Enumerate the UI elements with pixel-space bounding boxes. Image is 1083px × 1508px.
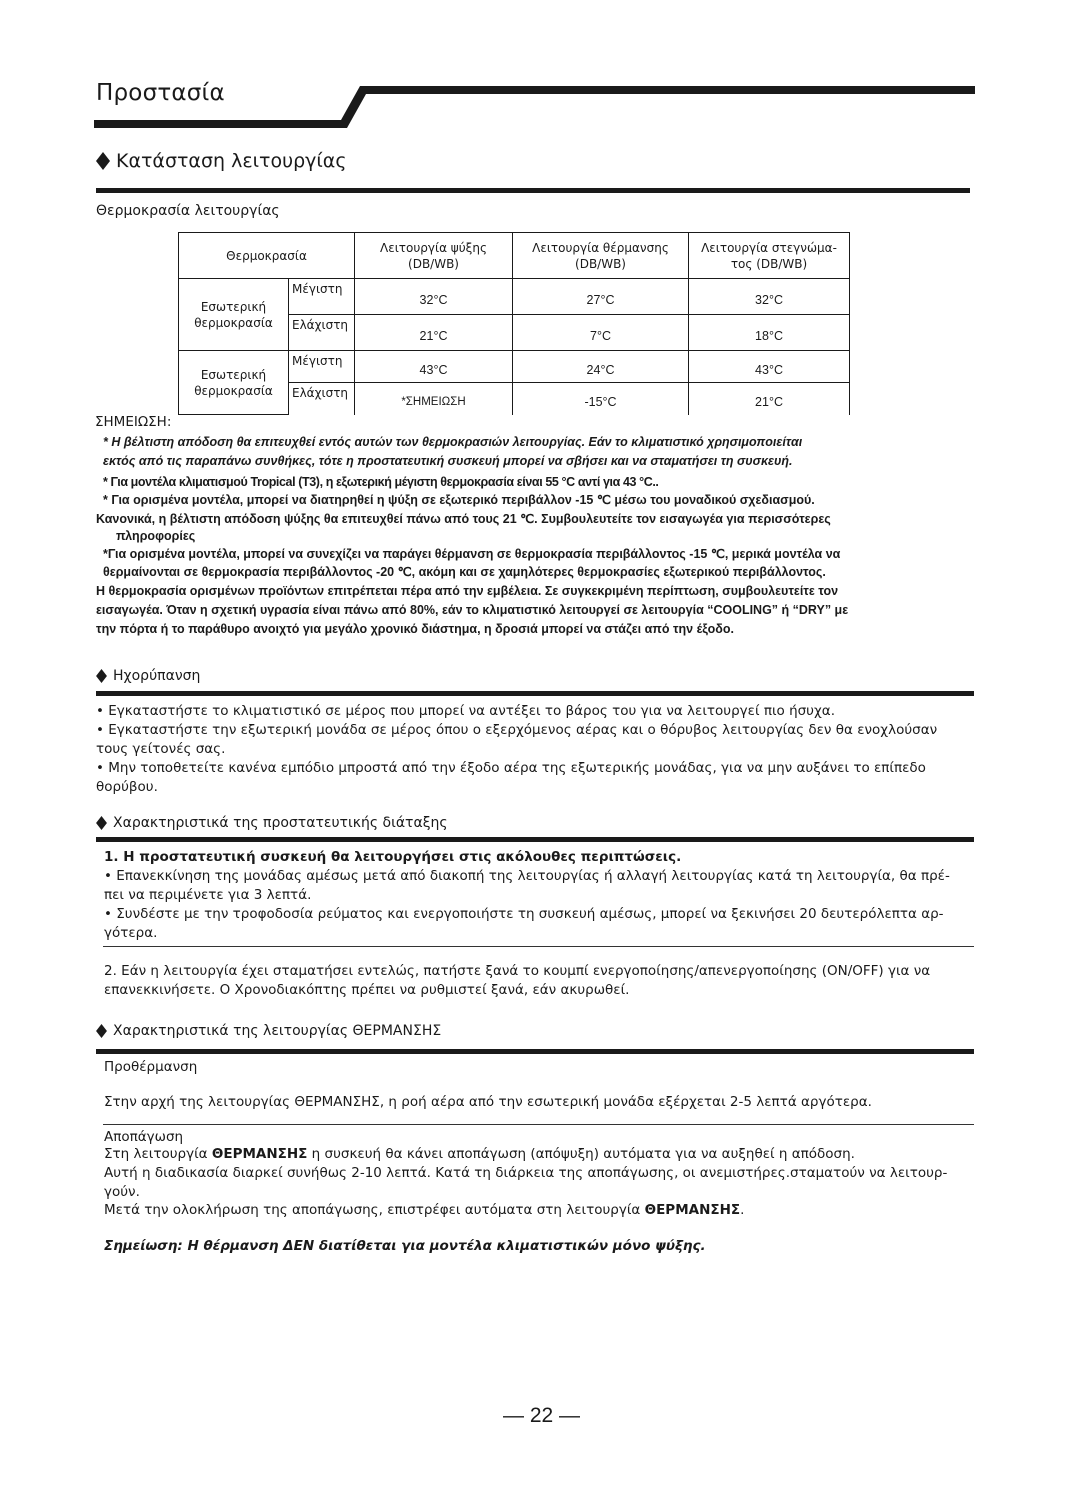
section-heading-text: Ηχορύπανση [113,668,201,684]
noise-line: τους γείτονές σας. [96,741,226,757]
note-line: πληροφορίες [116,529,196,543]
heating-cell: -15°C [513,383,689,415]
note-line: την πόρτα ή το παράθυρο ανοιχτό για μεγάλο χρονικό διάστημα, η δροσιά μπορεί να στάζει από την έξοδο. [96,622,734,636]
level-cell: Ελάχιστη [289,383,355,415]
note-line: *Για ορισμένα μοντέλα, μπορεί να συνεχίζει να παράγει θέρμανση σε θερμοκρασία περιβάλλοντος -15 ℃, μερικά μοντέλα να [103,547,841,561]
noise-line: θορύβου. [96,779,158,795]
level-cell: Μέγιστη [289,351,355,383]
note-line: * Για μοντέλα κλιματισμού Tropical (T3), η εξωτερική μέγιστη θερμοκρασία είναι 55 °C αντί για 43 °C.. [103,475,659,489]
preheat-text: Στην αρχή της λειτουργίας ΘΕΡΜΑΝΣΗΣ, η ροή αέρα από την εσωτερική μονάδα εξέρχεται 2-5 λεπτά αργότερα. [104,1094,872,1110]
header-temperature: Θερμοκρασία [179,233,355,279]
defrost-line: Στη λειτουργία ΘΕΡΜΑΝΣΗΣ η συσκευή θα κάνει αποπάγωση (απόψυξη) αυτόματα για να αυξηθεί η απόδοση. [104,1146,855,1162]
divider [103,946,974,947]
cooling-cell: 21°C [355,315,513,351]
row-group-label: Εσωτερική θερμοκρασία [179,279,289,351]
header-cooling: Λειτουργία ψύξης (DB/WB) [355,233,513,279]
noise-line: • Εγκαταστήστε την εξωτερική μονάδα σε μέρος όπου ο εξερχόμενος αέρας και ο θόρυβος λειτουργίας δεν θα ενοχλούσαν [96,722,938,738]
heating-cell: 27°C [513,279,689,315]
section-heading-operating-condition [96,150,347,172]
section-heading-text: Χαρακτηριστικά της λειτουργίας ΘΕΡΜΑΝΣΗΣ [113,1023,442,1039]
header-bar-decoration [0,0,1083,140]
note-line: εκτός από τις παραπάνω συνθήκες, τότε η προστατευτική συσκευή μπορεί να σβήσει και να σταματήσει τη συσκευή. [103,454,793,468]
note-line: Κανονικά, η βέλτιστη απόδοση ψύξης θα επιτευχθεί πάνω από τους 21 ℃. Συμβουλευτείτε τον εισαγωγέα για περισσότερες [96,512,831,526]
cooling-cell: 32°C [355,279,513,315]
drying-cell: 18°C [689,315,850,351]
cooling-cell: 43°C [355,351,513,383]
section-rule [96,188,970,193]
heating-cell: 7°C [513,315,689,351]
page-title: Προστασία [96,80,225,106]
diamond-bullet-icon [96,152,110,170]
level-cell: Ελάχιστη [289,315,355,351]
drying-cell: 32°C [689,279,850,315]
level-cell: Μέγιστη [289,279,355,315]
defrost-line: Αυτή η διαδικασία διαρκεί συνήθως 2-10 λεπτά. Κατά τη διάρκεια της αποπάγωσης, οι ανεμιστήρες.σταματούν να λειτουρ- [104,1165,948,1181]
defrost-line: γούν. [104,1184,140,1200]
divider [103,1124,974,1125]
section-rule [96,1049,974,1054]
cooling-cell: *ΣΗΜΕΙΩΣΗ [355,383,513,415]
table-row [179,279,850,315]
noise-line: • Εγκαταστήστε το κλιματιστικό σε μέρος που μπορεί να αντέξει το βάρος του για να λειτουργεί πιο ήσυχα. [96,703,835,719]
header-angled-rule [94,86,975,128]
heating-cell: 24°C [513,351,689,383]
header-heating: Λειτουργία θέρμανσης (DB/WB) [513,233,689,279]
drying-cell: 43°C [689,351,850,383]
header-drying: Λειτουργία στεγνώμα- τος (DB/WB) [689,233,850,279]
section-heading-heating [96,1023,441,1039]
table-header-row [179,233,850,279]
page-number: — 22 — [502,1404,581,1427]
protection-item1-title: 1. Η προστατευτική συσκευή θα λειτουργήσει στις ακόλουθες περιπτώσεις. [104,849,682,865]
noise-line: • Μην τοποθετείτε κανένα εμπόδιο μπροστά από την έξοδο αέρα της εξωτερικής μονάδας, για να μην αυξάνει το επίπεδο [96,760,926,776]
diamond-bullet-icon [96,816,107,830]
protection-line: πει να περιμένετε για 3 λεπτά. [104,887,312,903]
protection-line: 2. Εάν η λειτουργία έχει σταματήσει εντελώς, πατήστε ξανά το κουμπί ενεργοποίησης/απενεργοποίησης (ON/OFF) για να [104,963,931,979]
section-heading-noise [96,668,200,684]
protection-line: γότερα. [104,925,158,941]
section-rule [96,837,974,842]
table-row [179,351,850,383]
protection-line: • Επανεκκίνηση της μονάδας αμέσως μετά από διακοπή της λειτουργίας ή αλλαγή λειτουργίας κατά τη λειτουργία, θα πρέ- [104,868,950,884]
operating-temperature-table [178,232,850,415]
preheat-title: Προθέρμανση [104,1059,198,1075]
section-rule [96,691,974,696]
note-line: * Η βέλτιστη απόδοση θα επιτευχθεί εντός αυτών των θερμοκρασιών λειτουργίας. Εάν το κλιματιστικό χρησιμοποιείται [103,435,803,449]
section-heading-protection [96,815,448,831]
drying-cell: 21°C [689,383,850,415]
section-heading-text: Χαρακτηριστικά της προστατευτικής διάταξης [113,815,448,831]
notes-label: ΣΗΜΕΙΩΣΗ: [95,414,172,430]
diamond-bullet-icon [96,1024,107,1038]
note-line: * Για ορισμένα μοντέλα, μπορεί να διατηρηθεί η ψύξη σε εξωτερικό περιβάλλον -15 ℃ μέσω του μοναδικού σχεδιασμού. [103,493,815,507]
operating-temperature-subheading: Θερμοκρασία λειτουργίας [96,203,280,219]
heating-note: Σημείωση: Η θέρμανση ΔΕΝ διατίθεται για μοντέλα κλιματιστικών μόνο ψύξης. [104,1238,706,1254]
section-heading-text: Κατάσταση λειτουργίας [116,150,347,172]
protection-line: επανεκκινήσετε. Ο Χρονοδιακόπτης πρέπει να ρυθμιστεί ξανά, εάν ακυρωθεί. [104,982,630,998]
defrost-line: Μετά την ολοκλήρωση της αποπάγωσης, επιστρέφει αυτόματα στη λειτουργία ΘΕΡΜΑΝΣΗΣ. [104,1202,745,1218]
note-line: Η θερμοκρασία ορισμένων προϊόντων επιτρέπεται πέρα από την εμβέλεια. Σε συγκεκριμένη περίπτωση, συμβουλευτείτε τον [96,584,839,598]
note-line: εισαγωγέα. Όταν η σχετική υγρασία είναι πάνω από 80%, εάν το κλιματιστικό λειτουργεί σε λειτουργία “COOLING” ή “DRY” με [96,603,849,617]
note-line: θερμαίνονται σε θερμοκρασία περιβάλλοντος -20 ℃, ακόμη και σε χαμηλότερες θερμοκρασίες εξωτερικού περιβάλλοντος. [103,565,826,579]
row-group-label: Εσωτερική θερμοκρασία [179,351,289,415]
diamond-bullet-icon [96,669,107,683]
defrost-title: Αποπάγωση [104,1129,184,1145]
protection-line: • Συνδέστε με την τροφοδοσία ρεύματος και ενεργοποιήστε τη συσκευή αμέσως, μπορεί να ξεκινήσει 20 δευτερόλεπτα αρ- [104,906,944,922]
